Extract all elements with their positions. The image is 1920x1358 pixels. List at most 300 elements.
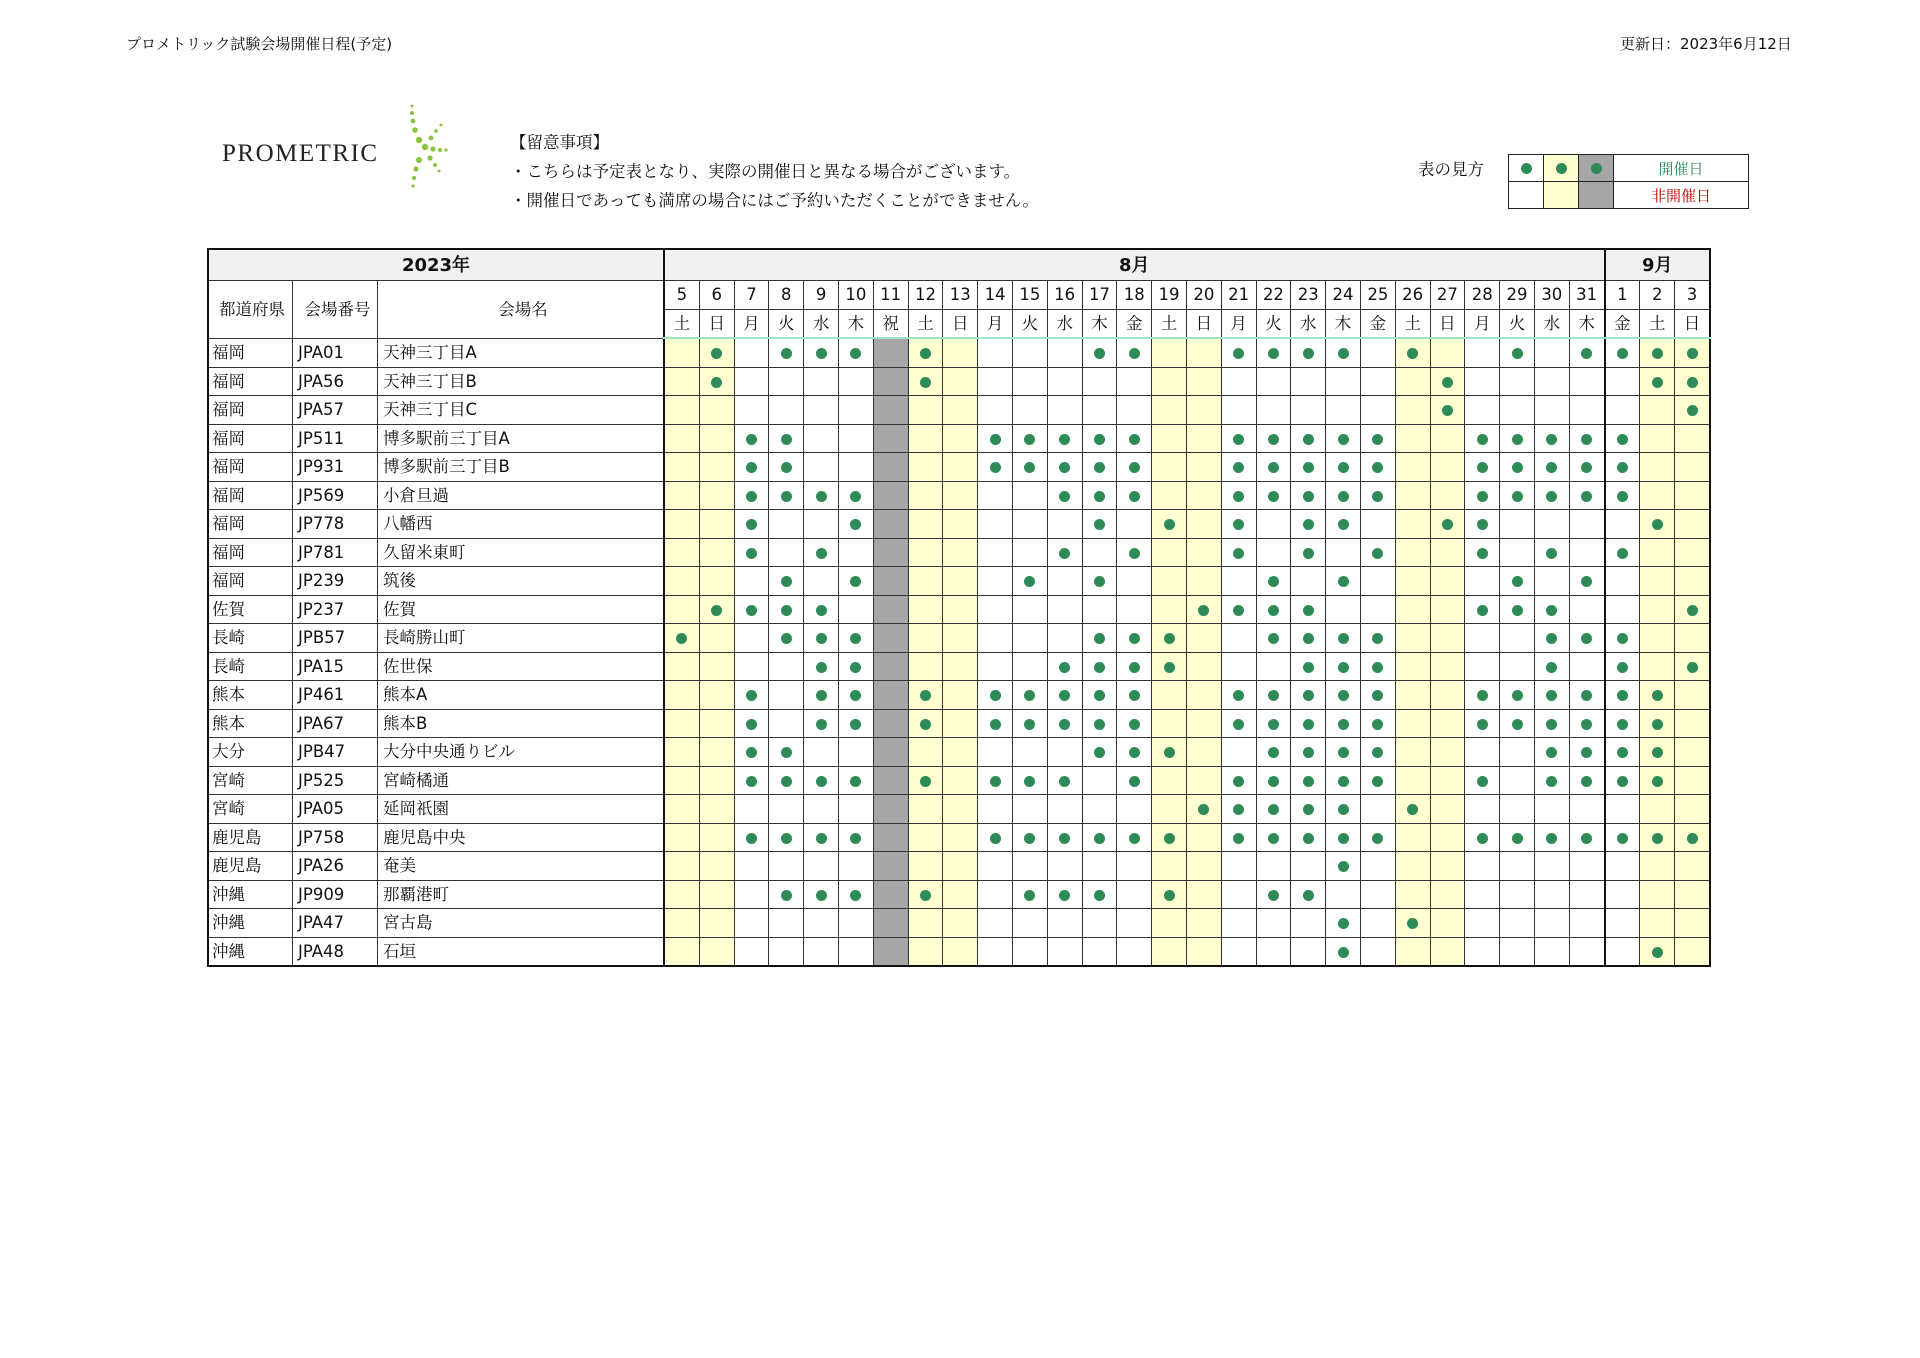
schedule-cell xyxy=(1500,738,1535,767)
schedule-cell xyxy=(838,510,873,539)
schedule-cell xyxy=(804,481,839,510)
venue-code-cell: JP237 xyxy=(293,595,378,624)
open-dot-icon xyxy=(850,491,861,502)
schedule-cell xyxy=(1152,681,1187,710)
prefecture-cell: 福岡 xyxy=(208,538,293,567)
venue-code-cell: JPA01 xyxy=(293,338,378,367)
schedule-cell xyxy=(699,823,734,852)
open-dot-icon xyxy=(1546,548,1557,559)
schedule-cell xyxy=(908,652,943,681)
open-dot-icon xyxy=(1477,776,1488,787)
open-dot-icon xyxy=(781,576,792,587)
table-row xyxy=(208,681,1710,710)
open-dot-icon xyxy=(816,890,827,901)
open-dot-icon xyxy=(1581,747,1592,758)
prefecture-cell: 長崎 xyxy=(208,624,293,653)
schedule-cell xyxy=(873,823,908,852)
open-dot-icon xyxy=(1652,519,1663,530)
schedule-cell xyxy=(1534,567,1569,596)
open-dot-icon xyxy=(1581,348,1592,359)
schedule-cell xyxy=(1082,937,1117,966)
open-dot-icon xyxy=(1581,776,1592,787)
schedule-cell xyxy=(1082,652,1117,681)
open-dot-icon xyxy=(816,491,827,502)
schedule-cell xyxy=(1152,880,1187,909)
venue-code-cell: JP239 xyxy=(293,567,378,596)
open-dot-icon xyxy=(1512,434,1523,445)
schedule-cell xyxy=(1640,481,1675,510)
schedule-cell xyxy=(1256,652,1291,681)
schedule-cell xyxy=(1152,766,1187,795)
legend-swatch-weekday-open xyxy=(1509,155,1544,182)
schedule-cell xyxy=(1430,909,1465,938)
schedule-cell xyxy=(1326,880,1361,909)
schedule-cell xyxy=(804,510,839,539)
schedule-cell xyxy=(804,709,839,738)
schedule-cell xyxy=(1395,766,1430,795)
open-dot-icon xyxy=(1546,662,1557,673)
schedule-cell xyxy=(1186,909,1221,938)
schedule-cell xyxy=(978,396,1013,425)
schedule-cell xyxy=(873,937,908,966)
schedule-cell xyxy=(1047,595,1082,624)
schedule-cell xyxy=(1326,937,1361,966)
weekday: 月 xyxy=(1465,309,1500,338)
open-dot-icon xyxy=(1094,833,1105,844)
weekday: 土 xyxy=(664,309,699,338)
open-dot-icon xyxy=(850,662,861,673)
venue-name-cell: 石垣 xyxy=(378,937,665,966)
schedule-cell xyxy=(1326,624,1361,653)
open-dot-icon xyxy=(1059,548,1070,559)
weekday: 金 xyxy=(1605,309,1640,338)
schedule-cell xyxy=(699,481,734,510)
open-dot-icon xyxy=(1198,605,1209,616)
open-dot-icon xyxy=(816,348,827,359)
schedule-cell xyxy=(1534,852,1569,881)
weekday: 日 xyxy=(1675,309,1710,338)
schedule-cell xyxy=(1569,624,1604,653)
schedule-cell xyxy=(1500,823,1535,852)
schedule-cell xyxy=(1082,795,1117,824)
schedule-cell xyxy=(908,595,943,624)
open-dot-icon xyxy=(1303,804,1314,815)
prefecture-cell: 沖縄 xyxy=(208,909,293,938)
schedule-cell xyxy=(1082,338,1117,367)
schedule-cell xyxy=(1430,367,1465,396)
schedule-cell xyxy=(1082,823,1117,852)
schedule-cell xyxy=(1326,738,1361,767)
schedule-cell xyxy=(1465,909,1500,938)
weekday: 月 xyxy=(1221,309,1256,338)
open-dot-icon xyxy=(1338,861,1349,872)
open-dot-icon xyxy=(1372,833,1383,844)
schedule-cell xyxy=(1117,424,1152,453)
schedule-cell xyxy=(1256,937,1291,966)
schedule-cell xyxy=(1569,567,1604,596)
schedule-cell xyxy=(1012,396,1047,425)
schedule-cell xyxy=(1500,766,1535,795)
open-dot-icon xyxy=(781,348,792,359)
venue-code-cell: JP909 xyxy=(293,880,378,909)
schedule-cell xyxy=(699,681,734,710)
schedule-cell xyxy=(1256,681,1291,710)
open-dot-icon xyxy=(781,890,792,901)
open-dot-icon xyxy=(1512,833,1523,844)
schedule-cell xyxy=(1152,624,1187,653)
schedule-cell xyxy=(1675,624,1710,653)
schedule-cell xyxy=(1082,709,1117,738)
open-dot-icon xyxy=(1407,918,1418,929)
table-row xyxy=(208,396,1710,425)
weekday: 金 xyxy=(1117,309,1152,338)
schedule-cell xyxy=(664,510,699,539)
schedule-cell xyxy=(978,937,1013,966)
legend-open-label: 開催日 xyxy=(1614,155,1749,182)
venue-code-cell: JPA56 xyxy=(293,367,378,396)
schedule-cell xyxy=(1430,396,1465,425)
schedule-cell xyxy=(1500,453,1535,482)
schedule-cell xyxy=(1326,538,1361,567)
open-dot-icon xyxy=(1687,662,1698,673)
schedule-cell xyxy=(1012,795,1047,824)
schedule-cell xyxy=(1465,823,1500,852)
open-dot-icon xyxy=(1338,519,1349,530)
schedule-cell xyxy=(769,795,804,824)
open-dot-icon xyxy=(1268,804,1279,815)
schedule-cell xyxy=(838,738,873,767)
schedule-cell xyxy=(699,367,734,396)
schedule-cell xyxy=(1221,795,1256,824)
open-dot-icon xyxy=(1652,377,1663,388)
schedule-cell xyxy=(1500,681,1535,710)
venue-name-cell: 宮古島 xyxy=(378,909,665,938)
schedule-cell xyxy=(1152,367,1187,396)
schedule-cell xyxy=(873,624,908,653)
schedule-cell xyxy=(664,880,699,909)
venue-code-cell: JP525 xyxy=(293,766,378,795)
venue-name-cell: 博多駅前三丁目A xyxy=(378,424,665,453)
schedule-cell xyxy=(1605,453,1640,482)
schedule-cell xyxy=(1569,738,1604,767)
day-number: 9 xyxy=(804,281,839,310)
open-dot-icon xyxy=(1652,776,1663,787)
open-dot-icon xyxy=(1617,690,1628,701)
open-dot-icon xyxy=(781,462,792,473)
open-dot-icon xyxy=(1303,776,1314,787)
table-row xyxy=(208,624,1710,653)
schedule-cell xyxy=(1430,738,1465,767)
schedule-cell xyxy=(908,880,943,909)
schedule-cell xyxy=(1395,510,1430,539)
schedule-cell xyxy=(873,595,908,624)
schedule-cell xyxy=(1360,538,1395,567)
open-dot-icon xyxy=(1372,719,1383,730)
schedule-cell xyxy=(699,880,734,909)
schedule-cell xyxy=(664,709,699,738)
schedule-cell xyxy=(1117,338,1152,367)
schedule-cell xyxy=(1395,338,1430,367)
schedule-cell xyxy=(1675,823,1710,852)
schedule-cell xyxy=(1360,766,1395,795)
schedule-cell xyxy=(1465,795,1500,824)
open-dot-icon xyxy=(1652,690,1663,701)
weekday: 土 xyxy=(1152,309,1187,338)
table-row xyxy=(208,709,1710,738)
schedule-cell xyxy=(838,909,873,938)
schedule-cell xyxy=(1395,424,1430,453)
schedule-cell xyxy=(1082,367,1117,396)
schedule-cell xyxy=(734,595,769,624)
schedule-cell xyxy=(1326,338,1361,367)
weekday: 日 xyxy=(1186,309,1221,338)
open-dot-icon xyxy=(1129,833,1140,844)
schedule-cell xyxy=(1500,338,1535,367)
schedule-cell xyxy=(978,823,1013,852)
open-dot-icon xyxy=(1338,434,1349,445)
schedule-cell xyxy=(1012,424,1047,453)
schedule-cell xyxy=(1360,396,1395,425)
open-dot-icon xyxy=(1303,747,1314,758)
schedule-cell xyxy=(1152,481,1187,510)
open-dot-icon xyxy=(746,548,757,559)
open-dot-icon xyxy=(1652,747,1663,758)
schedule-cell xyxy=(978,766,1013,795)
schedule-cell xyxy=(838,538,873,567)
schedule-cell xyxy=(1360,624,1395,653)
schedule-cell xyxy=(943,567,978,596)
schedule-cell xyxy=(908,709,943,738)
schedule-cell xyxy=(1569,823,1604,852)
schedule-cell xyxy=(1605,367,1640,396)
schedule-cell xyxy=(699,738,734,767)
schedule-cell xyxy=(1675,852,1710,881)
schedule-cell xyxy=(1360,681,1395,710)
weekday: 月 xyxy=(978,309,1013,338)
schedule-cell xyxy=(1012,937,1047,966)
open-dot-icon xyxy=(1129,747,1140,758)
schedule-cell xyxy=(873,338,908,367)
weekday: 木 xyxy=(1082,309,1117,338)
open-dot-icon xyxy=(1129,690,1140,701)
open-dot-icon xyxy=(1338,348,1349,359)
table-row xyxy=(208,738,1710,767)
schedule-cell xyxy=(1640,795,1675,824)
schedule-cell xyxy=(1465,538,1500,567)
schedule-cell xyxy=(908,567,943,596)
schedule-cell xyxy=(1395,595,1430,624)
schedule-cell xyxy=(1186,338,1221,367)
open-dot-icon xyxy=(1652,719,1663,730)
legend-table xyxy=(1508,154,1749,209)
open-dot-icon xyxy=(1617,776,1628,787)
schedule-cell xyxy=(1640,681,1675,710)
schedule-cell xyxy=(1675,937,1710,966)
schedule-cell xyxy=(1360,823,1395,852)
open-dot-icon xyxy=(1233,348,1244,359)
schedule-cell xyxy=(1675,510,1710,539)
open-dot-icon xyxy=(1059,662,1070,673)
schedule-cell xyxy=(838,880,873,909)
prefecture-cell: 福岡 xyxy=(208,567,293,596)
day-number: 24 xyxy=(1326,281,1361,310)
open-dot-icon xyxy=(816,605,827,616)
schedule-cell xyxy=(1465,481,1500,510)
open-dot-icon xyxy=(781,434,792,445)
schedule-cell xyxy=(1152,795,1187,824)
weekday: 火 xyxy=(769,309,804,338)
schedule-cell xyxy=(664,624,699,653)
schedule-cell xyxy=(1395,396,1430,425)
schedule-cell xyxy=(1569,396,1604,425)
schedule-cell xyxy=(1291,852,1326,881)
venue-name-cell: 佐世保 xyxy=(378,652,665,681)
weekday: 水 xyxy=(804,309,839,338)
schedule-cell xyxy=(1152,567,1187,596)
open-dot-icon xyxy=(1617,633,1628,644)
prefecture-cell: 福岡 xyxy=(208,424,293,453)
schedule-cell xyxy=(943,367,978,396)
venue-name-cell: 奄美 xyxy=(378,852,665,881)
open-dot-icon xyxy=(1407,348,1418,359)
schedule-cell xyxy=(1500,709,1535,738)
schedule-cell xyxy=(1291,396,1326,425)
table-row xyxy=(208,424,1710,453)
day-number: 18 xyxy=(1117,281,1152,310)
schedule-cell xyxy=(1186,880,1221,909)
open-dot-icon xyxy=(1233,519,1244,530)
prefecture-cell: 福岡 xyxy=(208,453,293,482)
open-dot-icon xyxy=(1338,576,1349,587)
schedule-cell xyxy=(1675,880,1710,909)
open-dot-icon xyxy=(1617,491,1628,502)
schedule-cell xyxy=(1117,481,1152,510)
schedule-cell xyxy=(1256,880,1291,909)
schedule-cell xyxy=(1291,481,1326,510)
open-dot-icon xyxy=(1024,434,1035,445)
day-number: 7 xyxy=(734,281,769,310)
schedule-cell xyxy=(1430,681,1465,710)
schedule-cell xyxy=(1395,738,1430,767)
open-dot-icon xyxy=(1233,833,1244,844)
table-row xyxy=(208,652,1710,681)
venue-code-cell: JPB47 xyxy=(293,738,378,767)
schedule-cell xyxy=(1465,595,1500,624)
table-row xyxy=(208,481,1710,510)
schedule-cell xyxy=(1395,624,1430,653)
open-dot-icon xyxy=(850,776,861,787)
day-number-row xyxy=(208,281,1710,310)
schedule-cell xyxy=(1534,510,1569,539)
venue-name-cell: 小倉旦過 xyxy=(378,481,665,510)
schedule-cell xyxy=(734,624,769,653)
schedule-cell xyxy=(873,538,908,567)
schedule-cell xyxy=(1047,738,1082,767)
schedule-cell xyxy=(1012,481,1047,510)
open-dot-icon xyxy=(1581,576,1592,587)
open-dot-icon xyxy=(1129,462,1140,473)
schedule-cell xyxy=(838,624,873,653)
venue-name-cell: 長崎勝山町 xyxy=(378,624,665,653)
schedule-cell xyxy=(1221,681,1256,710)
day-number: 8 xyxy=(769,281,804,310)
schedule-cell xyxy=(838,652,873,681)
schedule-cell xyxy=(1534,481,1569,510)
open-dot-icon xyxy=(1687,348,1698,359)
schedule-cell xyxy=(1117,709,1152,738)
schedule-cell xyxy=(1117,681,1152,710)
open-dot-icon xyxy=(1303,633,1314,644)
schedule-cell xyxy=(943,852,978,881)
schedule-cell xyxy=(1675,652,1710,681)
schedule-cell xyxy=(1012,538,1047,567)
open-dot-icon xyxy=(1268,605,1279,616)
schedule-cell xyxy=(1640,909,1675,938)
day-number: 17 xyxy=(1082,281,1117,310)
schedule-cell xyxy=(699,510,734,539)
schedule-cell xyxy=(1395,880,1430,909)
open-dot-icon xyxy=(1164,519,1175,530)
schedule-cell xyxy=(838,338,873,367)
schedule-cell xyxy=(1395,453,1430,482)
open-dot-icon xyxy=(1512,491,1523,502)
schedule-cell xyxy=(838,823,873,852)
open-dot-icon xyxy=(1512,348,1523,359)
open-dot-icon xyxy=(990,776,1001,787)
schedule-cell xyxy=(943,766,978,795)
schedule-cell xyxy=(1534,338,1569,367)
schedule-cell xyxy=(1221,937,1256,966)
schedule-cell xyxy=(664,367,699,396)
schedule-cell xyxy=(1047,396,1082,425)
day-number: 6 xyxy=(699,281,734,310)
open-dot-icon xyxy=(1024,833,1035,844)
schedule-cell xyxy=(1465,738,1500,767)
open-dot-icon xyxy=(746,605,757,616)
open-dot-icon xyxy=(920,890,931,901)
prometric-logo xyxy=(220,102,460,197)
day-number: 1 xyxy=(1605,281,1640,310)
open-dot-icon xyxy=(781,605,792,616)
venue-code-cell: JPA26 xyxy=(293,852,378,881)
venue-code-cell: JPA15 xyxy=(293,652,378,681)
schedule-cell xyxy=(1534,766,1569,795)
schedule-cell xyxy=(1465,624,1500,653)
year-header: 2023年 xyxy=(208,249,664,281)
schedule-cell xyxy=(943,681,978,710)
schedule-cell xyxy=(1186,396,1221,425)
schedule-cell xyxy=(699,909,734,938)
weekday: 水 xyxy=(1291,309,1326,338)
schedule-cell xyxy=(1569,338,1604,367)
schedule-cell xyxy=(1675,567,1710,596)
schedule-cell xyxy=(1569,709,1604,738)
venue-code-cell: JPA05 xyxy=(293,795,378,824)
schedule-cell xyxy=(1430,652,1465,681)
schedule-cell xyxy=(1291,424,1326,453)
open-dot-icon xyxy=(1442,519,1453,530)
schedule-cell xyxy=(873,880,908,909)
schedule-cell xyxy=(664,766,699,795)
open-dot-icon xyxy=(1059,462,1070,473)
legend-swatch-holiday-closed xyxy=(1579,182,1614,209)
schedule-cell xyxy=(1534,538,1569,567)
schedule-cell xyxy=(1186,738,1221,767)
day-number: 13 xyxy=(943,281,978,310)
open-dot-icon xyxy=(1233,434,1244,445)
open-dot-icon xyxy=(1233,719,1244,730)
schedule-cell xyxy=(699,595,734,624)
